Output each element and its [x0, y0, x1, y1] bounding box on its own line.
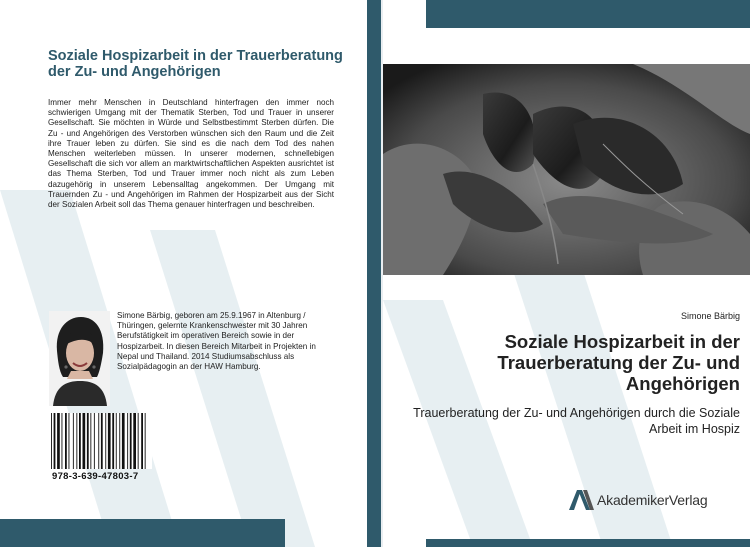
front-top-bar — [426, 0, 750, 28]
author-photo — [49, 311, 110, 406]
publisher-name-part1: Akademiker — [597, 492, 669, 508]
blurb-text: Immer mehr Menschen in Deutschland hinterfragen den immer noch schwierigen Umgang mit der Thematik Sterben, Tod und Trauer in unserer Gesellschaft. Sie möchten in Würde und Selbstbestimmt Sterben dürfen. Die Zu - und Angehörigen des Verstorben wünschen sich den Raum und die Zeit ihre Trauer leben zu dürfen. Sie sind es die nach dem Tod des nahen Menschen weiterleben müssen. In unserer modernen, schnellebigen Gesellschaft die sich vor allem an marktwirtschaftlichen Aspekten ausrichtet ist das Thema Sterben, Tod und Trauer immer noch nicht als zum Leben dazugehörig in unserem Lebensalltag angekommen. Der Umgang mit Trauernden Zu - und Angehörigen im Rahmen der Hospizarbeit aus der Sicht der Sozialen Arbeit soll das Thema genauer hinterfragen und beschreiben. — [48, 98, 334, 210]
back-title: Soziale Hospizarbeit in der Trauerberatung der Zu- und Angehörigen — [48, 48, 343, 80]
publisher-name-part2: Verlag — [668, 492, 708, 508]
akademiker-verlag-logo-icon — [569, 490, 595, 510]
spine — [367, 0, 381, 547]
front-cover — [383, 0, 750, 547]
front-subtitle: Trauerberatung der Zu- und Angehörigen durch die Soziale Arbeit im Hospiz — [413, 406, 740, 436]
barcode — [49, 413, 152, 469]
front-title: Soziale Hospizarbeit in der Trauerberatung der Zu- und Angehörigen — [497, 331, 740, 394]
publisher-logo — [569, 490, 707, 510]
publisher-name — [597, 492, 707, 508]
front-author: Simone Bärbig — [680, 311, 740, 321]
isbn: 978-3-639-47803-7 — [52, 471, 139, 482]
front-bottom-bar — [426, 539, 750, 547]
author-bio: Simone Bärbig, geboren am 25.9.1967 in Altenburg / Thüringen, gelernte Krankenschwester mit 30 Jahren Berufstätigkeit im operativen Bereich sowie in der Hospizarbeit. In diesen Bereich Mitarbeit in Projekten in Nepal und Thailand. 2014 Studiumsabschluss als Sozialpädagogin an der HAW Hamburg. — [117, 311, 316, 372]
back-bottom-bar — [0, 519, 285, 547]
cover-photo — [383, 64, 750, 275]
back-cover — [0, 0, 367, 547]
